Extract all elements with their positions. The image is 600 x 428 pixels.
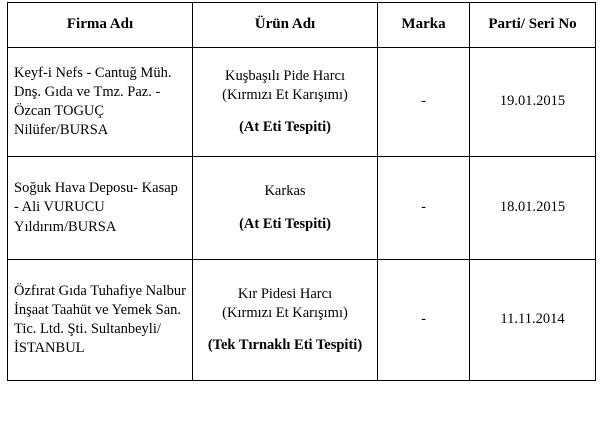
cell-marka: - <box>378 260 470 381</box>
urun-finding: (At Eti Tespiti) <box>239 215 331 232</box>
table-header-row <box>8 3 596 48</box>
urun-finding: (At Eti Tespiti) <box>239 119 331 136</box>
urun-detail: (Kırmızı Et Karışımı) <box>222 86 348 103</box>
table-body <box>8 48 596 381</box>
cell-firma: Soğuk Hava Deposu- Kasap - Ali VURUCU Yıldırım/BURSA <box>8 157 193 260</box>
column-header-parti: Parti/ Seri No <box>470 3 596 48</box>
column-header-urun: Ürün Adı <box>193 3 378 48</box>
cell-parti: 19.01.2015 <box>470 48 596 157</box>
column-header-firma: Firma Adı <box>8 3 193 48</box>
urun-name: Kuşbaşılı Pide Harcı <box>224 67 345 84</box>
cell-parti: 18.01.2015 <box>470 157 596 260</box>
urun-detail: (Kırmızı Et Karışımı) <box>222 304 348 321</box>
table-row <box>8 260 596 381</box>
cell-urun <box>193 260 378 381</box>
cell-marka: - <box>378 157 470 260</box>
urun-name: Kır Pidesi Harcı <box>237 285 333 302</box>
cell-urun <box>193 157 378 260</box>
column-header-marka: Marka <box>378 3 470 48</box>
table-header <box>8 3 596 48</box>
urun-finding: (Tek Tırnaklı Eti Tespiti) <box>207 337 363 354</box>
cell-firma: Özfırat Gıda Tuhafiye Nalbur İnşaat Taahüt ve Yemek San. Tic. Ltd. Şti. Sultanbeyli/İSTANBUL <box>8 260 193 381</box>
table-row <box>8 157 596 260</box>
food-inspection-table <box>7 2 596 381</box>
table-row <box>8 48 596 157</box>
cell-parti: 11.11.2014 <box>470 260 596 381</box>
cell-urun <box>193 48 378 157</box>
urun-name: Karkas <box>264 183 306 200</box>
cell-firma: Keyf-i Nefs - Cantuğ Müh. Dnş. Gıda ve Tmz. Paz. - Özcan TOGUÇ Nilüfer/BURSA <box>8 48 193 157</box>
cell-marka: - <box>378 48 470 157</box>
